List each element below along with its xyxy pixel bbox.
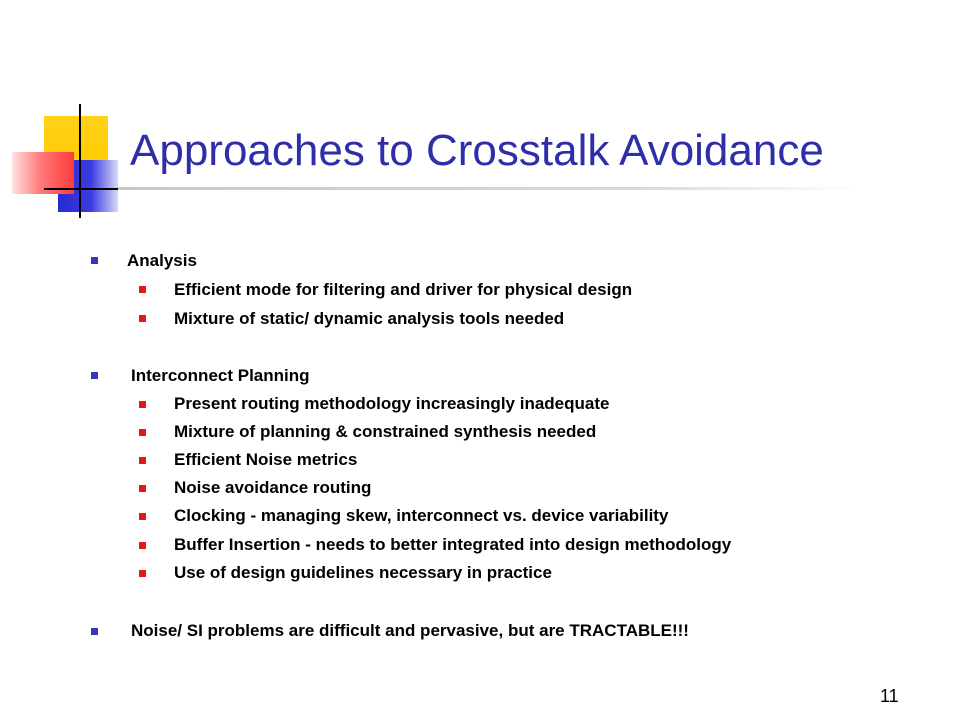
list-item: Clocking - managing skew, interconnect vs. device variability bbox=[174, 506, 669, 525]
bullet-marker bbox=[91, 372, 98, 379]
list-item: Efficient mode for filtering and driver for physical design bbox=[174, 280, 633, 299]
bullet-marker bbox=[91, 257, 98, 264]
list-item: Noise avoidance routing bbox=[174, 478, 372, 497]
sub-bullet-marker bbox=[139, 401, 146, 408]
list-item: Efficient Noise metrics bbox=[174, 450, 358, 469]
sub-bullet-marker bbox=[139, 457, 146, 464]
list-item: Mixture of static/ dynamic analysis tools needed bbox=[174, 309, 565, 328]
sub-bullet-marker bbox=[139, 513, 146, 520]
slide-title: Approaches to Crosstalk Avoidance bbox=[130, 126, 824, 175]
section-heading-conclusion: Noise/ SI problems are difficult and pervasive, but are TRACTABLE!!! bbox=[131, 621, 689, 640]
bullet-marker bbox=[91, 628, 98, 635]
sub-bullet-marker bbox=[139, 485, 146, 492]
sub-bullet-marker bbox=[139, 542, 146, 549]
list-item: Use of design guidelines necessary in practice bbox=[174, 563, 552, 582]
sub-bullet-marker bbox=[139, 429, 146, 436]
list-item: Mixture of planning & constrained synthesis needed bbox=[174, 422, 597, 441]
sub-bullet-marker bbox=[139, 315, 146, 322]
list-item: Buffer Insertion - needs to better integrated into design methodology bbox=[174, 535, 732, 554]
section-heading-interconnect-planning: Interconnect Planning bbox=[131, 366, 310, 385]
section-heading-analysis: Analysis bbox=[127, 251, 197, 270]
list-item: Present routing methodology increasingly inadequate bbox=[174, 394, 610, 413]
sub-bullet-marker bbox=[139, 570, 146, 577]
sub-bullet-marker bbox=[139, 286, 146, 293]
page-number: 11 bbox=[880, 686, 899, 706]
